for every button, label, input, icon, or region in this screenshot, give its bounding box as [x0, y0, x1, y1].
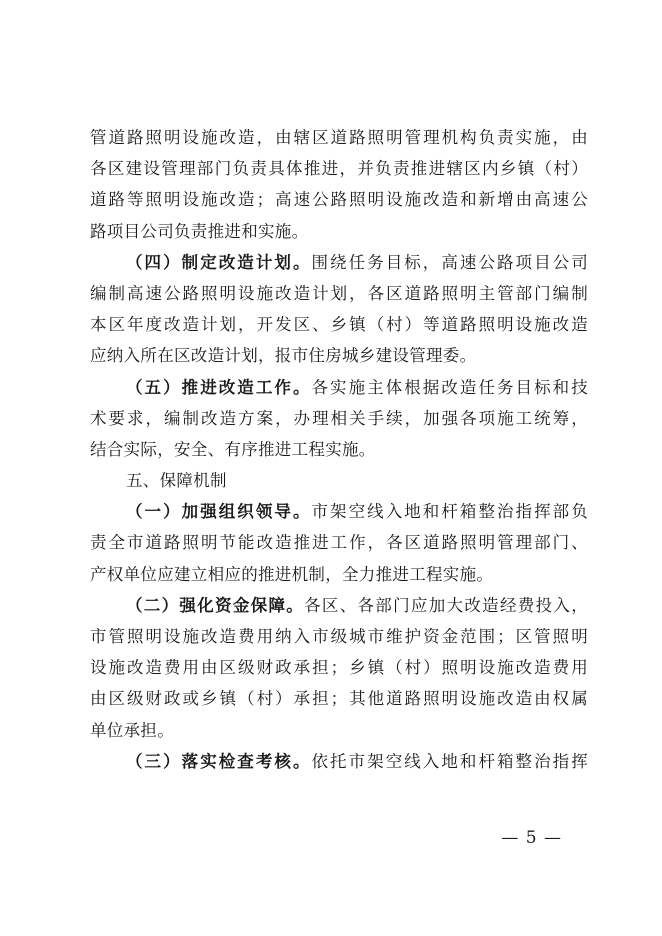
- text-line: 市管照明设施改造费用纳入市级城市维护资金范围；区管照明: [90, 627, 588, 646]
- section-heading-bold: （四）制定改造计划。: [126, 252, 312, 272]
- text-line: 各区建设管理部门负责具体推进，并负责推进辖区内乡镇（村）: [90, 159, 588, 179]
- text-line: [90, 590, 588, 621]
- text-line: 管道路照明设施改造，由辖区道路照明管理机构负责实施，由: [90, 128, 588, 147]
- text-run: 各实施主体根据改造任务目标和技: [311, 377, 588, 397]
- text-run: 依托市架空线入地和杆箱整治指挥: [311, 751, 588, 771]
- chapter-heading: 五、保障机制: [126, 471, 227, 491]
- text-line: 产权单位应建立相应的推进机制，全力推进工程实施。: [90, 564, 494, 584]
- text-line: [90, 746, 588, 777]
- text-line: 设施改造费用由区级财政承担；乡镇（村）照明设施改造费用: [90, 658, 588, 678]
- text-run: 各区、各部门应加大改造经费投入，: [304, 595, 588, 615]
- section-heading-bold: （五）推进改造工作。: [126, 377, 312, 397]
- text-line: 应纳入所在区改造计划，报市住房城乡建设管理委。: [90, 346, 477, 366]
- section-heading-bold: （三）落实检查考核。: [126, 751, 312, 771]
- text-line: 道路等照明设施改造；高速公路照明设施改造和新增由高速公: [90, 190, 588, 210]
- text-line: [90, 372, 588, 403]
- text-line: 编制高速公路照明设施改造计划，各区道路照明主管部门编制: [90, 283, 588, 303]
- text-run: 市架空线入地和杆箱整治指挥部负: [311, 502, 588, 522]
- text-run: 围绕任务目标，高速公路项目公司: [311, 252, 588, 272]
- page-number: — 5 —: [501, 828, 562, 848]
- section-heading-bold: （一）加强组织领导。: [126, 502, 312, 522]
- text-line: 路项目公司负责推进和实施。: [90, 221, 309, 241]
- section-heading-bold: （二）强化资金保障。: [126, 595, 305, 615]
- text-line: 由区级财政或乡镇（村）承担；其他道路照明设施改造由权属: [90, 689, 588, 709]
- body-text: [90, 122, 588, 777]
- text-line: 术要求，编制改造方案，办理相关手续，加强各项施工统筹，: [90, 408, 588, 428]
- text-line: 结合实际，安全、有序推进工程实施。: [90, 439, 376, 459]
- text-line: 单位承担。: [90, 720, 174, 740]
- text-line: [90, 247, 588, 278]
- text-line: 责全市道路照明节能改造推进工作，各区道路照明管理部门、: [90, 533, 588, 553]
- text-line: [90, 496, 588, 527]
- text-line: 本区年度改造计划，开发区、乡镇（村）等道路照明设施改造: [90, 315, 588, 335]
